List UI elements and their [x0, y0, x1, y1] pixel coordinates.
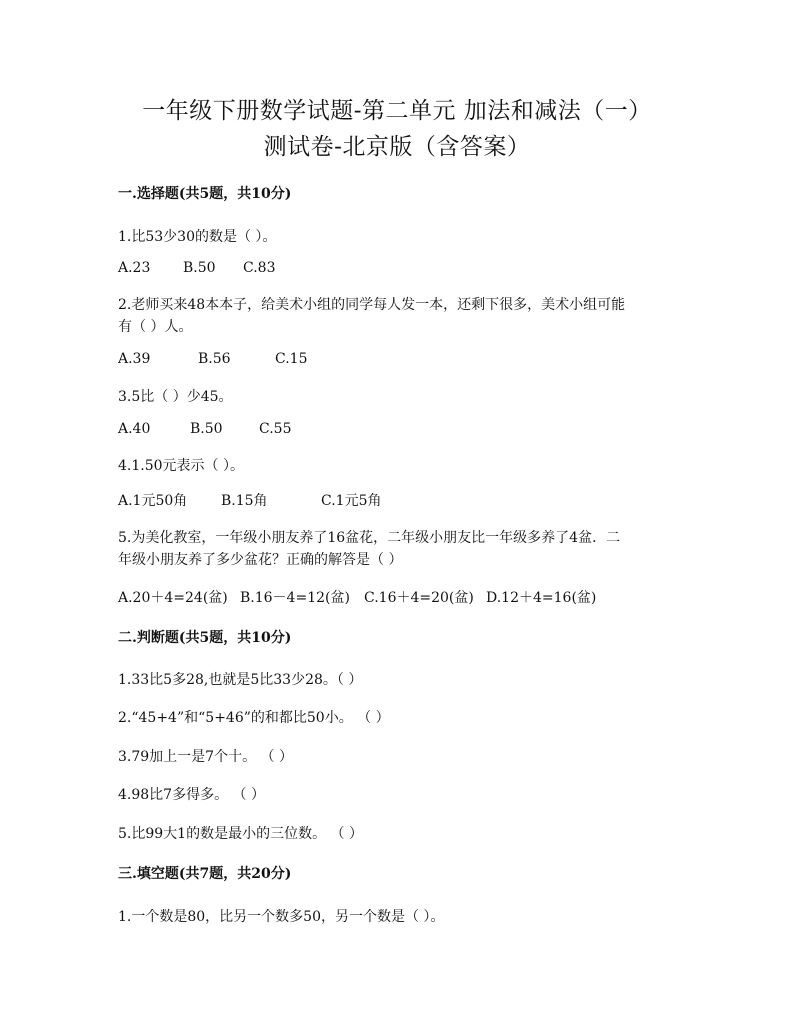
option-b: B.16－4=12(盆) — [240, 590, 350, 606]
option-d: D.12＋4=16(盆) — [486, 590, 597, 606]
option-b: B.50 — [190, 421, 223, 437]
fill-question-1: 1.一个数是80，比另一个数多50，另一个数是（ ）。 — [118, 909, 445, 925]
choice-question-5-line-1: 5.为美化教室，一年级小朋友养了16盆花，二年级小朋友比一年级多养了4盆．二 — [118, 530, 621, 546]
choice-question-2-line-2: 有（ ）人。 — [118, 319, 193, 335]
option-a: A.20＋4=24(盆) — [118, 590, 228, 606]
title-line-2: 测试卷-北京版（含答案） — [263, 134, 531, 160]
title-line-1: 一年级下册数学试题-第二单元 加法和减法（一） — [142, 98, 652, 124]
section-heading-choice: 一.选择题(共5题，共10分) — [118, 186, 292, 202]
judge-question-3: 3.79加上一是7个十。 （ ） — [118, 749, 293, 765]
choice-question-2-line-1: 2.老师买来48本本子，给美术小组的同学每人发一本，还剩下很多，美术小组可能 — [118, 297, 626, 313]
choice-question-5-line-2: 年级小朋友养了多少盆花？正确的解答是（ ） — [118, 552, 403, 568]
section-heading-judge: 二.判断题(共5题，共10分) — [118, 630, 292, 646]
judge-question-4: 4.98比7多得多。 （ ） — [118, 787, 265, 803]
judge-question-2: 2.“45+4”和“5+46”的和都比50小。 （ ） — [118, 710, 390, 726]
option-c: C.83 — [243, 260, 276, 276]
judge-question-1: 1.33比5多28,也就是5比33少28。（ ） — [118, 672, 363, 688]
option-c: C.16＋4=20(盆) — [364, 590, 474, 606]
section-heading-fill: 三.填空题(共7题，共20分) — [118, 866, 292, 882]
judge-question-5: 5.比99大1的数是最小的三位数。 （ ） — [118, 826, 363, 842]
choice-question-1: 1.比53少30的数是（ ）。 — [118, 229, 277, 245]
option-b: B.50 — [183, 260, 216, 276]
choice-question-4: 4.1.50元表示（ ）。 — [118, 458, 244, 474]
option-a: A.39 — [118, 351, 151, 367]
option-c: C.1元5角 — [321, 493, 382, 509]
option-a: A.23 — [118, 260, 151, 276]
option-b: B.15角 — [221, 493, 268, 509]
option-b: B.56 — [198, 351, 231, 367]
choice-question-3: 3.5比（ ）少45。 — [118, 389, 233, 405]
option-a: A.40 — [118, 421, 151, 437]
option-c: C.15 — [275, 351, 308, 367]
option-a: A.1元50角 — [118, 493, 188, 509]
option-c: C.55 — [259, 421, 292, 437]
